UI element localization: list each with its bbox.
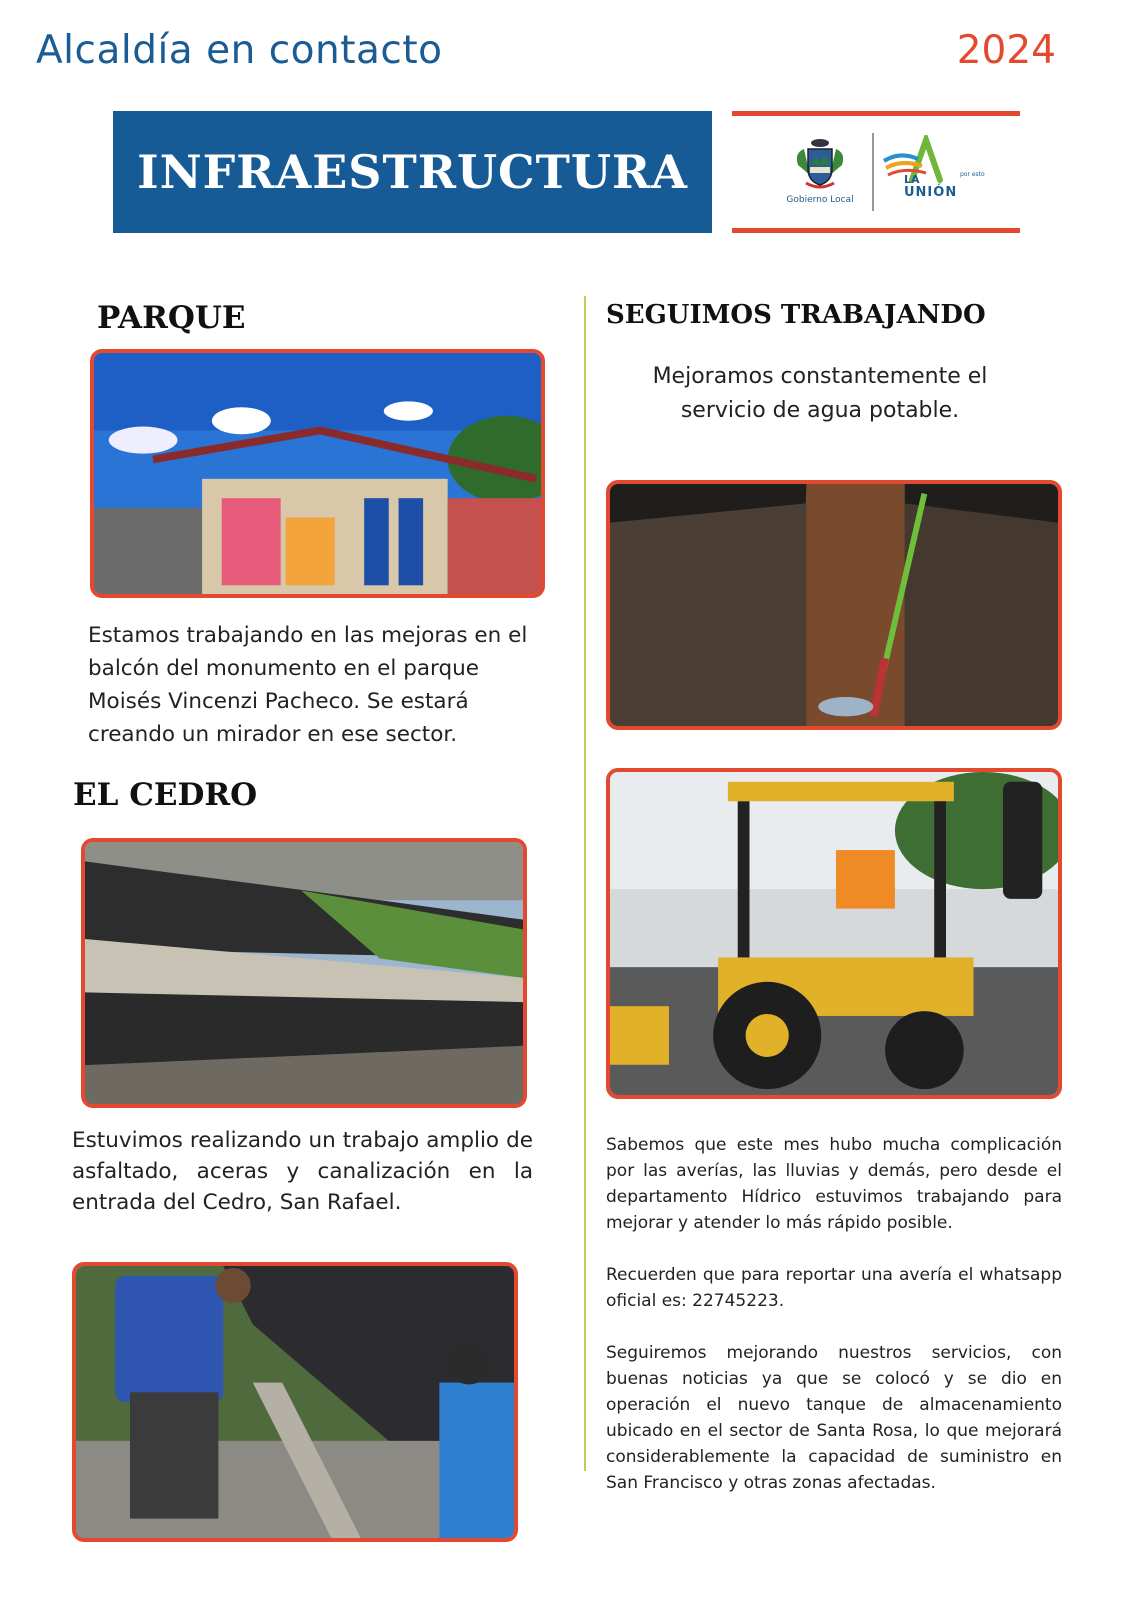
cedro-text: Estuvimos realizando un trabajo amplio de asfaltado, aceras y canalización en la entrada del Cedro, San Rafael.: [72, 1128, 533, 1215]
cedro-title: EL CEDRO: [73, 777, 258, 813]
logo-brand-la: LA: [904, 173, 920, 186]
coat-of-arms-icon: [790, 135, 850, 195]
seguimos-subtitle: Mejoramos constantemente el servicio de agua potable.: [652, 364, 988, 423]
logo-bottom-line: [732, 228, 1020, 233]
seguimos-paragraph-2: Recuerden que para reportar una avería el whatsapp oficial es: 22745223.: [606, 1265, 1062, 1311]
banner-title: INFRAESTRUCTURA: [137, 145, 688, 199]
logo-box: [732, 111, 1020, 233]
backhoe-photo: [606, 768, 1062, 1099]
seguimos-paragraph-1: Sabemos que este mes hubo mucha complicación por las averías, las lluvias y demás, pero desde el departamento Hídrico estuvimos trabajando para mejorar y atender lo más rápido posible.: [606, 1135, 1062, 1233]
seguimos-paragraph-3: Seguiremos mejorando nuestros servicios, con buenas noticias ya que se colocó y se dio en operación el nuevo tanque de almacenamiento ubicado en el sector de Santa Rosa, lo que mejorará considerablemente la capacidad de suministro en San Francisco y otras zonas afectadas.: [606, 1343, 1062, 1493]
logo-separator: [872, 133, 874, 211]
seguimos-body: [606, 1132, 1062, 1522]
logo-left-caption: Gobierno Local: [786, 195, 854, 205]
logo-brand-small: por esto: [960, 171, 985, 178]
parque-text: Estamos trabajando en las mejoras en el balcón del monumento en el parque Moisés Vincenzi Pacheco. Se estará creando un mirador en ese sector.: [88, 623, 528, 747]
column-divider: [584, 296, 586, 1471]
trench-photo: [606, 480, 1062, 730]
parque-title: PARQUE: [97, 300, 246, 336]
logo-brand-union: UNIÓN: [904, 185, 958, 200]
cedro-photo-workers: [72, 1262, 518, 1542]
seguimos-title: SEGUIMOS TRABAJANDO: [606, 300, 986, 330]
header-year: 2024: [956, 28, 1056, 73]
cedro-photo-asphalt: [81, 838, 527, 1108]
section-banner: [113, 111, 712, 233]
logo-top-line: [732, 111, 1020, 116]
header-title: Alcaldía en contacto: [36, 28, 443, 73]
parque-photo: [90, 349, 545, 598]
